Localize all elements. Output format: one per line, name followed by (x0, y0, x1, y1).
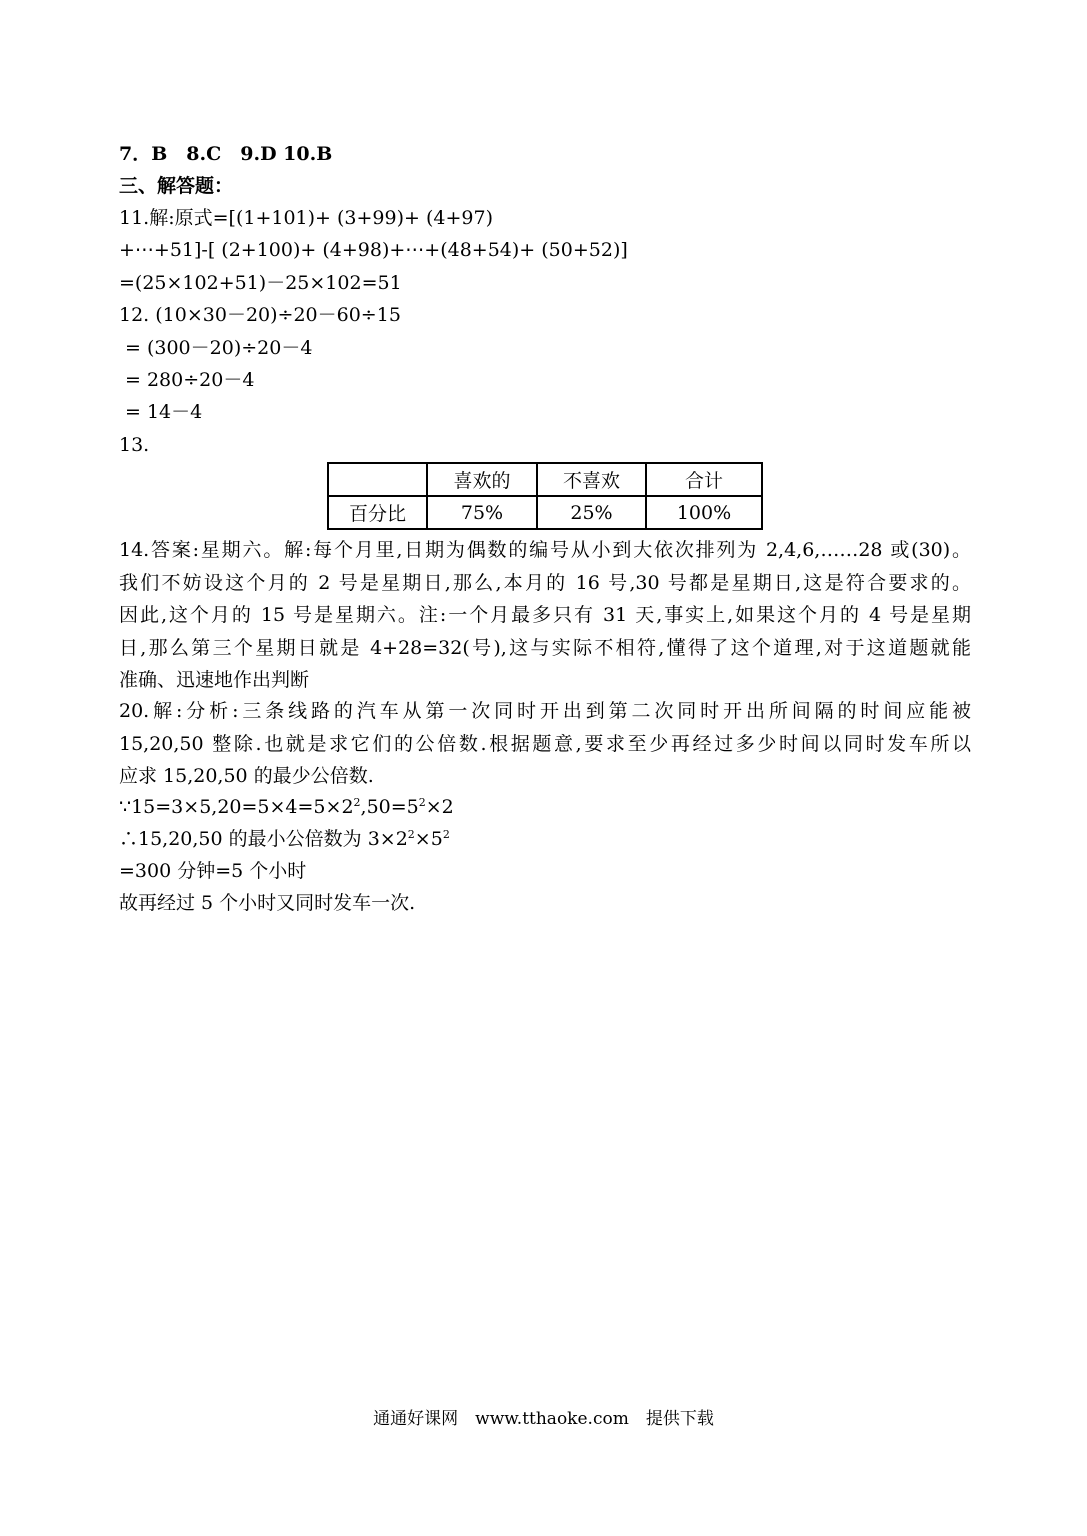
q12-line-3: = 280÷20－4 (125, 369, 255, 391)
q14-answer (119, 534, 971, 697)
table-header-cell: 合计 (646, 463, 762, 496)
q12-line-2: = (300－20)÷20－4 (125, 337, 313, 359)
section-heading: 三、解答题： (119, 175, 234, 197)
q20-conclusion-line: 故再经过 5 个小时又同时发车一次. (119, 892, 416, 914)
q11-line-3: =(25×102+51)－25×102=51 (119, 272, 402, 294)
table-cell: 75% (427, 496, 537, 529)
q20-result-line: =300 分钟=5 个小时 (119, 860, 307, 882)
table-header-cell: 喜欢的 (427, 463, 537, 496)
q12-line-1: 12. (10×30－20)÷20－60÷15 (119, 304, 401, 326)
q20-therefore-line: ∴15,20,50 的最小公倍数为 $3\times 2^2\times 5^2$ (119, 828, 450, 850)
q14-line: 我们不妨设这个月的 2 号是星期日,那么,本月的 16 号,30 号都是星期日,这是符合要求的。 (119, 571, 971, 594)
q14-line: 14.答案:星期六。解:每个月里,日期为偶数的编号从小到大依次排列为 2,4,6,……28 或(30)。 (119, 539, 971, 561)
q11-line-1: 11.解:原式=[(1+101)+ (3+99)+ (4+97) (119, 207, 493, 229)
q20-line: 应求 15,20,50 的最少公倍数. (119, 765, 374, 787)
table-cell: 百分比 (328, 496, 427, 529)
q20-line: 15,20,50 整除.也就是求它们的公倍数.根据题意,要求至少再经过多少时间以同时发车所以 (119, 732, 971, 755)
percentage-table (327, 462, 763, 530)
table-header-cell (328, 463, 427, 496)
table-row (328, 496, 762, 529)
q20-answer (119, 695, 971, 793)
q20-because-line: $\because 15=3\times 5,20=5\times 4=5\times 2^2,50=5^2\times 2$ (119, 796, 454, 818)
table-cell: 100% (646, 496, 762, 529)
q13-label: 13. (119, 434, 150, 456)
page-footer: 通通好课网 www.tthaoke.com 提供下载 (373, 1409, 714, 1429)
q11-line-2: +⋯+51]-[ (2+100)+ (4+98)+⋯+(48+54)+ (50+52)] (119, 239, 628, 261)
choice-answers: 7．B 8.C 9.D 10.B (119, 143, 333, 165)
table-header-cell: 不喜欢 (537, 463, 646, 496)
q14-line: 因此,这个月的 15 号是星期六。注:一个月最多只有 31 天,事实上,如果这个月的 4 号是星期 (119, 604, 971, 626)
q20-line: 20.解:分析:三条线路的汽车从第一次同时开出到第二次同时开出所间隔的时间应能被 (119, 700, 971, 722)
table-header-row (328, 463, 762, 496)
q12-line-4: = 14－4 (125, 401, 203, 423)
table-cell: 25% (537, 496, 646, 529)
q14-line: 准确、迅速地作出判断 (119, 669, 310, 691)
q14-line: 日,那么第三个星期日就是 4+28=32(号),这与实际不相符,懂得了这个道理,对于这道题就能 (119, 636, 971, 659)
